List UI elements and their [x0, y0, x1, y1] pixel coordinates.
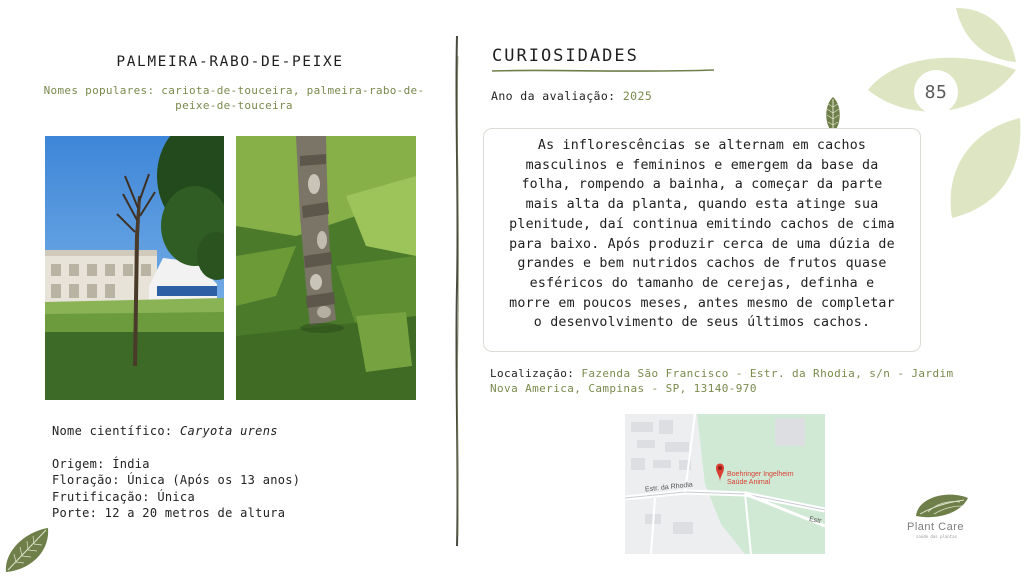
- logo-tagline: saúde das plantas: [916, 534, 957, 539]
- location-label: Localização:: [490, 367, 575, 380]
- photo-tree-building: [45, 136, 224, 400]
- map-pin-label-line2: Saúde Animal: [727, 479, 771, 486]
- page-number: 85: [924, 81, 948, 103]
- location-value: Fazenda São Francisco - Estr. da Rhodia, s/n - Jardim Nova America, Campinas - SP, 13140-970: [490, 367, 954, 395]
- fruiting-row: Frutificação: Única: [52, 489, 195, 504]
- map-road-label-short: Estr: [808, 515, 822, 526]
- map-road-label: Estr. da Rhodia: [644, 481, 694, 494]
- map-pin-label-line1: Boehringer Ingelheim: [727, 471, 794, 478]
- evaluation-year: [491, 89, 652, 103]
- logo-name: Plant Care: [907, 521, 964, 533]
- year-label: Ano da avaliação:: [491, 89, 616, 103]
- leaf-decoration-bottom-left: [0, 526, 52, 576]
- popular-names: Nomes populares: cariota-de-touceira, palmeira-rabo-de-peixe-de-touceira: [43, 84, 425, 112]
- plant-facts: [52, 423, 300, 522]
- location: [490, 366, 982, 396]
- photo-trunk-grass: [236, 136, 416, 400]
- curiosities-text: As inflorescências se alternam em cachos masculinos e femininos e emergem da base da folha, rompendo a bainha, a começar da parte mais alta da planta, quando esta atinge sua plenitude, daí continua emitindo cachos de cima para baixo. Após produzir cerca de uma dúzia de grandes e bem nutridos cachos de frutos quase esféricos do tamanho de cerejas, definha e morre em poucos meses, antes mesmo de completar o desenvolvimento de seus últimos cachos.: [483, 128, 921, 352]
- title-underline: [492, 68, 714, 74]
- scientific-name-value: Caryota urens: [179, 424, 278, 438]
- scientific-name-row: [52, 423, 300, 440]
- flowering-row: Floração: Única (Após os 13 anos): [52, 473, 301, 487]
- plant-title: PALMEIRA-RABO-DE-PEIXE: [116, 54, 344, 70]
- page-number-badge: [914, 70, 958, 114]
- scientific-name-label: Nome científico:: [52, 424, 173, 438]
- origin-row: Origem: Índia: [52, 456, 150, 471]
- size-row: Porte: 12 a 20 metros de altura: [52, 506, 286, 520]
- curiosities-title: CURIOSIDADES: [492, 46, 639, 66]
- year-value: 2025: [622, 89, 653, 103]
- location-map[interactable]: [625, 414, 825, 554]
- column-divider: [452, 36, 462, 546]
- map-pin-label: [727, 471, 794, 487]
